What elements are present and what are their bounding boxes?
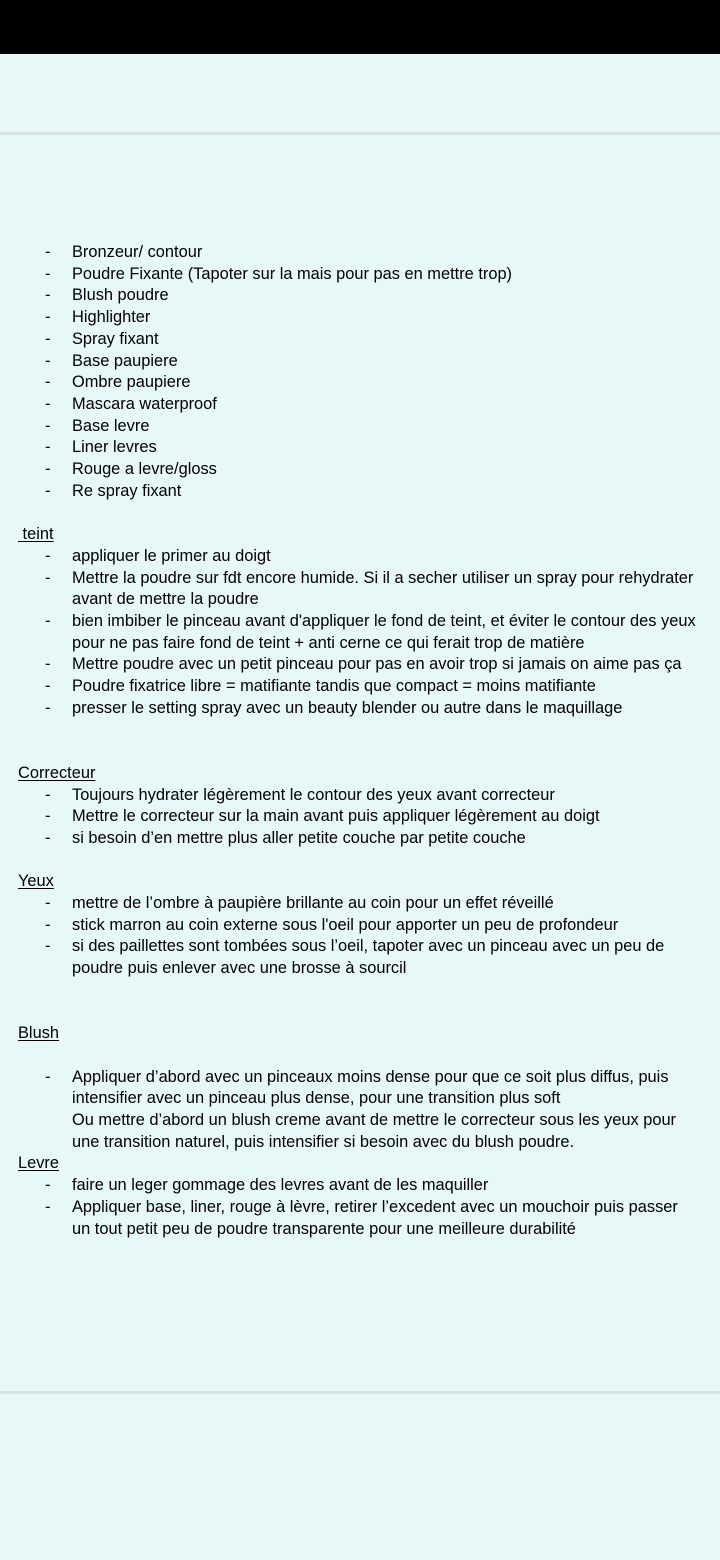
- blush-list: [18, 1067, 698, 1110]
- list-item: - Poudre fixatrice libre = matifiante tandis que compact = moins matifiante: [18, 676, 698, 698]
- heading-teint: teint: [18, 525, 54, 544]
- list-item: - Ombre paupiere: [18, 372, 698, 394]
- page-divider-top: [0, 132, 720, 135]
- heading-correcteur: Correcteur: [18, 763, 96, 782]
- correcteur-list: [18, 785, 698, 850]
- list-item: - Re spray fixant: [18, 481, 698, 503]
- list-item: - Blush poudre: [18, 285, 698, 307]
- heading-yeux: Yeux: [18, 872, 54, 891]
- heading-levre: Levre: [18, 1154, 60, 1173]
- list-item: - appliquer le primer au doigt: [18, 546, 698, 568]
- blush-continuation: Ou mettre d’abord un blush creme avant de mettre le correcteur sous les yeux pour une transition naturel, puis intensifier si besoin avec du blush poudre.: [72, 1111, 677, 1151]
- list-item: - Appliquer base, liner, rouge à lèvre, retirer l’excedent avec un mouchoir puis passer un tout petit peu de poudre transparente pour une meilleure durabilité: [18, 1197, 698, 1240]
- list-item: - si besoin d’en mettre plus aller petite couche par petite couche: [18, 828, 698, 850]
- levre-list: [18, 1175, 698, 1240]
- list-item: - Base levre: [18, 416, 698, 438]
- list-item: - Rouge a levre/gloss: [18, 459, 698, 481]
- heading-blush: Blush: [18, 1024, 60, 1043]
- list-item: - Poudre Fixante (Tapoter sur la mais pour pas en mettre trop): [18, 264, 698, 286]
- list-item: - faire un leger gommage des levres avant de les maquiller: [18, 1175, 698, 1197]
- list-item: - mettre de l’ombre à paupière brillante au coin pour un effet réveillé: [18, 893, 698, 915]
- list-item: - Liner levres: [18, 437, 698, 459]
- list-item: - Highlighter: [18, 307, 698, 329]
- list-item: - bien imbiber le pinceau avant d'appliquer le fond de teint, et éviter le contour des yeux pour ne pas faire fond de teint + anti cerne ce qui ferait trop de matière: [18, 611, 698, 654]
- list-item: - Bronzeur/ contour: [18, 242, 698, 264]
- list-item: - Mascara waterproof: [18, 394, 698, 416]
- list-item: - Mettre la poudre sur fdt encore humide. Si il a secher utiliser un spray pour rehydrater avant de mettre la poudre: [18, 568, 698, 611]
- list-item: - Spray fixant: [18, 329, 698, 351]
- teint-list: [18, 546, 698, 720]
- status-bar: [0, 0, 720, 54]
- list-item: - Base paupiere: [18, 351, 698, 373]
- list-item: - Toujours hydrater légèrement le contour des yeux avant correcteur: [18, 785, 698, 807]
- page-divider-bottom: [0, 1391, 720, 1394]
- list-item: - Mettre le correcteur sur la main avant puis appliquer légèrement au doigt: [18, 806, 698, 828]
- list-item: - Mettre poudre avec un petit pinceau pour pas en avoir trop si jamais on aime pas ça: [18, 654, 698, 676]
- document-body[interactable]: [18, 242, 698, 1240]
- list-item: - presser le setting spray avec un beauty blender ou autre dans le maquillage: [18, 698, 698, 720]
- list-item: - si des paillettes sont tombées sous l’oeil, tapoter avec un pinceau avec un peu de poudre puis enlever avec une brosse à sourcil: [18, 936, 698, 979]
- list-item: - Appliquer d’abord avec un pinceaux moins dense pour que ce soit plus diffus, puis intensifier avec un pinceau plus dense, pour une transition plus soft: [18, 1067, 698, 1110]
- yeux-list: [18, 893, 698, 980]
- steps-list: [18, 242, 698, 502]
- list-item: - stick marron au coin externe sous l'oeil pour apporter un peu de profondeur: [18, 915, 698, 937]
